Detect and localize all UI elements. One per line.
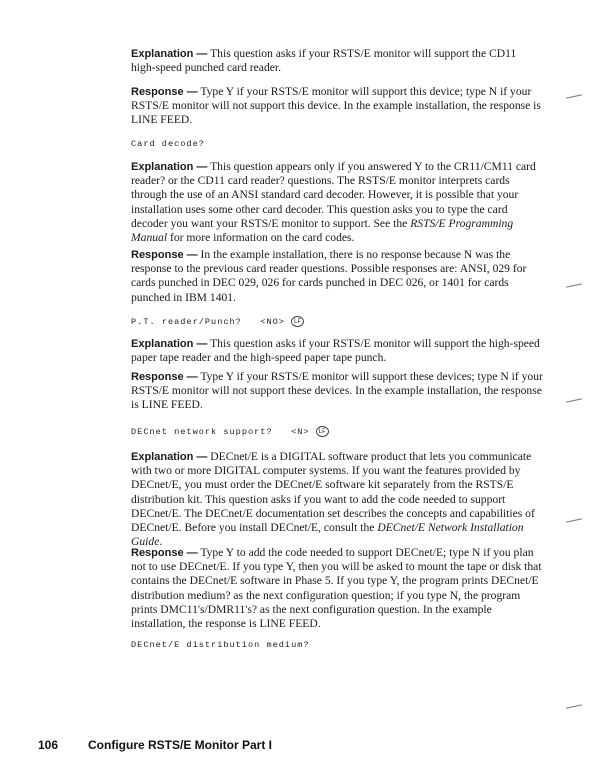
explanation-card-decode: [131, 160, 543, 245]
body-text: This question appears only if you answered Y to the CR11/CM11 card reader? or the CD11 card reader? questions. The RSTS/E monitor interprets cards through the use of an ANSI standard card decoder. However, it is possible that your installation uses some other card decoder. This question asks you to type the card decoder you want your RSTS/E monitor to support. See the: [131, 160, 536, 230]
guide-reference: DECnet/E Network Installation Guide: [131, 521, 524, 549]
prompt-card-decode: Card decode?: [131, 139, 205, 149]
response-decnet: [131, 546, 543, 631]
prompt-paper-tape: [131, 316, 304, 327]
prompt-text: P.T. reader/Punch? <NO>: [131, 317, 285, 327]
line-feed-key-icon: LF: [316, 426, 329, 437]
body-text: This question asks if your RSTS/E monitor will support the high-speed paper tape reader and the high-speed paper tape punch.: [131, 337, 540, 365]
lead-label: Response —: [131, 86, 198, 98]
body-text: for more information on the card codes.: [167, 231, 355, 245]
explanation-paper-tape: [131, 337, 543, 365]
prompt-decnet-medium: DECnet/E distribution medium?: [131, 640, 310, 650]
body-text: .: [159, 535, 163, 549]
body-text: Type Y if your RSTS/E monitor will support this device; type N if your RSTS/E monitor will not support this device. In the example installation, the response is LINE FEED.: [131, 85, 541, 127]
explanation-cd11: [131, 47, 543, 75]
lead-label: Response —: [131, 249, 198, 261]
margin-mark: [566, 518, 582, 522]
prompt-text: DECnet network support? <N>: [131, 427, 310, 437]
prompt-decnet: [131, 426, 329, 437]
lead-label: Explanation —: [131, 161, 208, 173]
lead-label: Response —: [131, 371, 198, 383]
body-text: DECnet/E is a DIGITAL software product that lets you communicate with two or more DIGITAL computer systems. If you want the features provided by DECnet/E, you must order the DECnet/E software kit separately from the RSTS/E distribution kit. This question asks if you want to add the code needed to support DECnet/E. The DECnet/E documentation set describes the concepts and capabilities of DECnet/E. Before you install DECnet/E, consult the: [131, 450, 535, 535]
lead-label: Explanation —: [131, 451, 208, 463]
line-feed-key-icon: LF: [291, 316, 304, 327]
response-cd11: [131, 85, 543, 128]
response-paper-tape: [131, 370, 543, 413]
body-text: Type Y if your RSTS/E monitor will support these devices; type N if your RSTS/E monitor will not support these devices. In the example installation, the response is LINE FEED.: [131, 370, 543, 412]
margin-mark: [566, 283, 582, 287]
lead-label: Response —: [131, 547, 198, 559]
explanation-decnet: [131, 450, 543, 549]
margin-mark: [566, 704, 582, 708]
lead-label: Explanation —: [131, 338, 208, 350]
margin-mark: [566, 94, 582, 98]
body-text: Type Y to add the code needed to support DECnet/E; type N if you plan not to use DECnet/E. If you type Y, then you will be asked to mount the tape or disk that contains the DECnet/E software in Phase 5. If you type Y, the program prints DECnet/E distribution medium? as the next configuration question; if you type N, the program prints DMC11's/DMR11's? as the next configuration question. In the example installation, the response is LINE FEED.: [131, 546, 542, 631]
manual-reference: RSTS/E Programming Manual: [131, 216, 514, 245]
page-number: 106: [38, 738, 59, 752]
margin-mark: [566, 398, 582, 402]
body-text: This question asks if your RSTS/E monitor will support the CD11 high-speed punched card reader.: [131, 47, 517, 75]
body-text: In the example installation, there is no response because N was the response to the previous card reader questions. Possible responses are: ANSI, 029 for cards punched in DEC 029, 026 for cards punched in DEC 026, or 1401 for cards punched in IBM 1401.: [131, 248, 527, 304]
response-card-decode: [131, 248, 543, 305]
running-footer-title: Configure RSTS/E Monitor Part I: [88, 738, 273, 752]
lead-label: Explanation —: [131, 48, 208, 60]
